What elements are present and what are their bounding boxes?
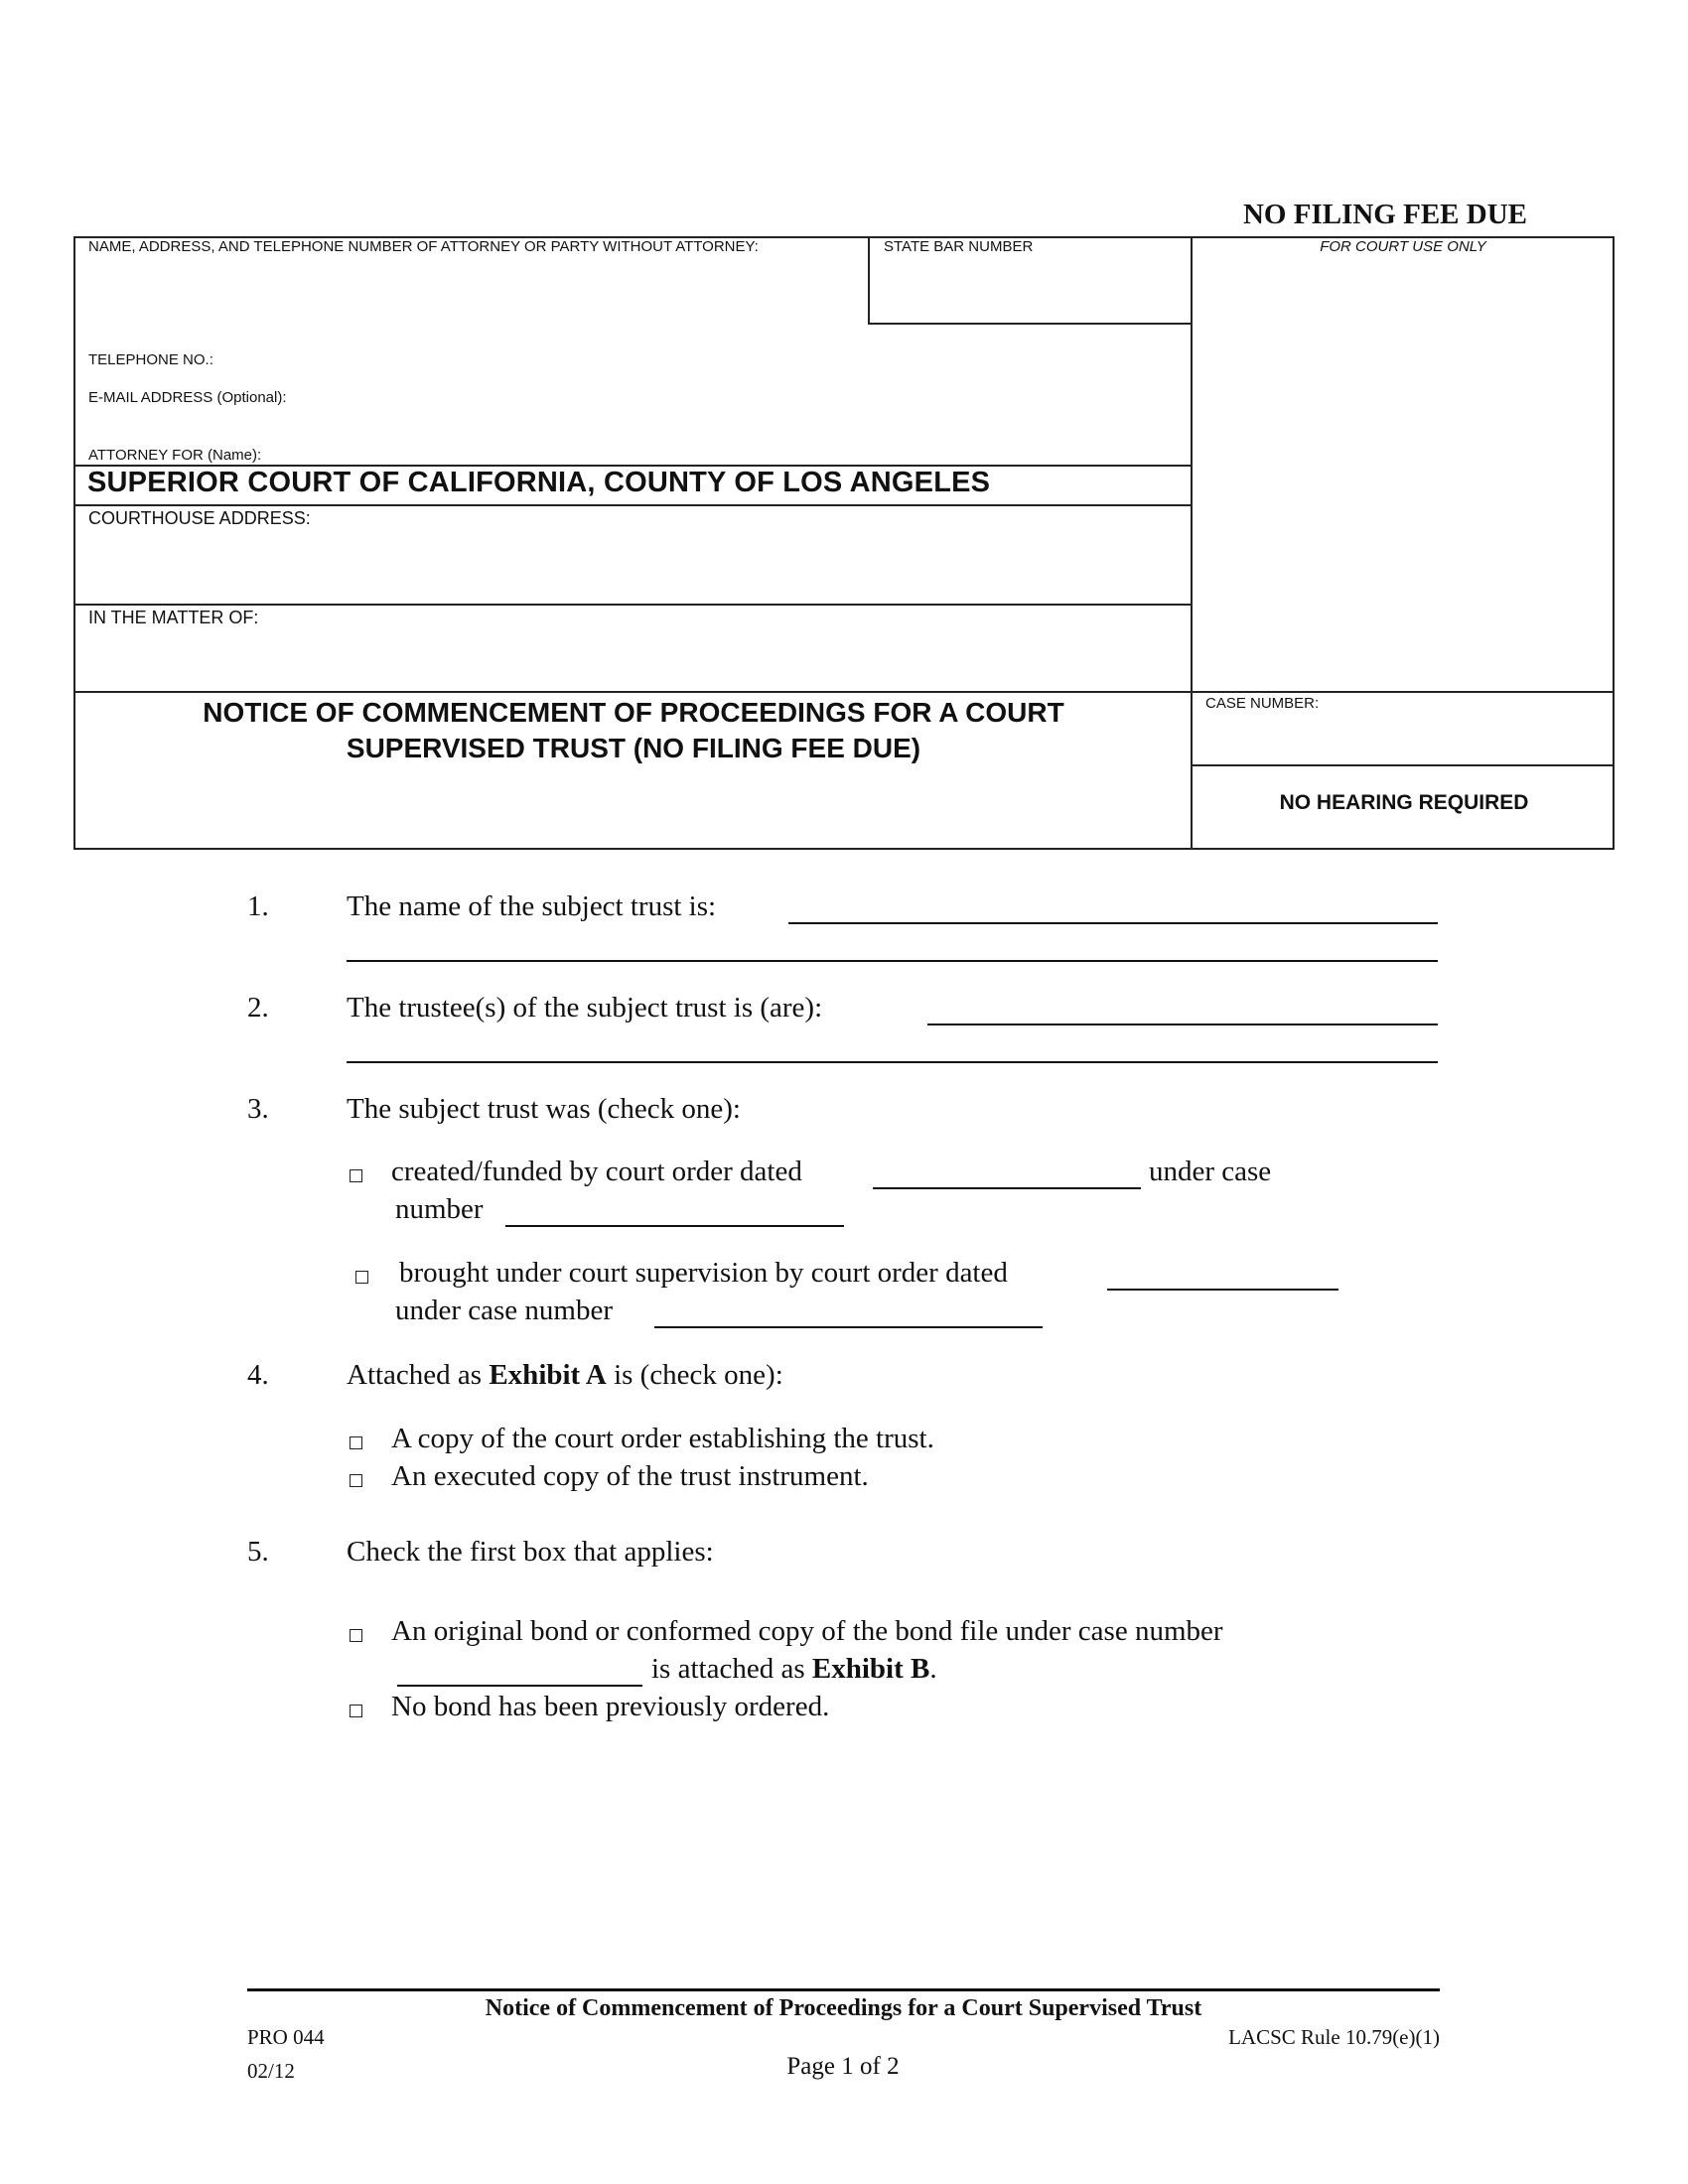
- item-3-text: The subject trust was (check one):: [347, 1093, 741, 1125]
- court-name: SUPERIOR COURT OF CALIFORNIA, COUNTY OF LOS ANGELES: [87, 467, 991, 498]
- trust-name-field-2[interactable]: [347, 960, 1438, 962]
- item-3-number: 3.: [247, 1093, 269, 1125]
- footer-rule: [247, 1988, 1440, 1991]
- matter-label: IN THE MATTER OF:: [88, 608, 259, 627]
- trustee-field-2[interactable]: [347, 1061, 1438, 1063]
- item-4-text-a: Attached as: [347, 1359, 483, 1391]
- created-funded-text: created/funded by court order dated: [391, 1156, 802, 1187]
- exhibit-b-label: Exhibit B: [811, 1653, 930, 1685]
- footer-title: Notice of Commencement of Proceedings for a Court Supervised Trust: [485, 1995, 1202, 2021]
- form-date: 02/12: [247, 2059, 295, 2083]
- item-2-text: The trustee(s) of the subject trust is (are):: [347, 992, 823, 1024]
- item-1-number: 1.: [247, 890, 269, 922]
- item-1-text: The name of the subject trust is:: [347, 890, 717, 922]
- title-line-1: NOTICE OF COMMENCEMENT OF PROCEEDINGS FOR A COURT: [203, 697, 1064, 728]
- court-supervision-checkbox[interactable]: [355, 1271, 368, 1284]
- trust-instrument-text: An executed copy of the trust instrument.: [391, 1460, 869, 1492]
- state-bar-divider: [868, 236, 870, 325]
- case-number-label: CASE NUMBER:: [1205, 695, 1320, 712]
- courthouse-bottom: [73, 604, 1192, 606]
- page-number: Page 1 of 2: [786, 2053, 900, 2080]
- item-2-number: 2.: [247, 992, 269, 1024]
- telephone-label: TELEPHONE NO.:: [88, 351, 213, 368]
- form-rule: LACSC Rule 10.79(e)(1): [1228, 2025, 1440, 2049]
- item-5-number: 5.: [247, 1536, 269, 1568]
- court-use-label: FOR COURT USE ONLY: [1320, 238, 1486, 255]
- no-filing-fee-heading: NO FILING FEE DUE: [1242, 199, 1527, 230]
- bond-exhibit-period: .: [929, 1653, 937, 1685]
- courthouse-address-label: COURTHOUSE ADDRESS:: [88, 508, 311, 528]
- bond-attached-text: An original bond or conformed copy of the bond file under case number: [391, 1615, 1223, 1647]
- attorney-label: NAME, ADDRESS, AND TELEPHONE NUMBER OF ATTORNEY OR PARTY WITHOUT ATTORNEY:: [88, 238, 759, 255]
- state-bar-label: STATE BAR NUMBER: [884, 238, 1034, 255]
- bond-exhibit-text: [651, 1653, 937, 1686]
- trust-instrument-checkbox[interactable]: [350, 1474, 362, 1487]
- document-title: [75, 695, 1192, 766]
- form-number: PRO 044: [247, 2025, 325, 2049]
- trust-name-field[interactable]: [788, 922, 1438, 924]
- no-bond-checkbox[interactable]: [350, 1705, 362, 1717]
- supervision-case-number-field[interactable]: [654, 1326, 1043, 1328]
- court-name-bottom: [73, 504, 1192, 506]
- case-number-bottom: [1191, 764, 1615, 766]
- no-hearing-required: NO HEARING REQUIRED: [1279, 791, 1529, 814]
- exhibit-a-label: Exhibit A: [489, 1359, 607, 1391]
- item-4-text: [347, 1359, 783, 1392]
- bond-case-number-field[interactable]: [397, 1685, 642, 1687]
- item-4-number: 4.: [247, 1359, 269, 1391]
- created-funded-checkbox[interactable]: [350, 1169, 362, 1182]
- email-label: E-MAIL ADDRESS (Optional):: [88, 389, 287, 406]
- bond-exhibit-text-a: is attached as: [651, 1653, 805, 1685]
- trustee-field[interactable]: [927, 1024, 1438, 1025]
- supervision-order-date-field[interactable]: [1107, 1289, 1338, 1291]
- court-order-copy-checkbox[interactable]: [350, 1436, 362, 1449]
- created-order-date-field[interactable]: [873, 1187, 1141, 1189]
- attorney-for-label: ATTORNEY FOR (Name):: [88, 447, 262, 464]
- created-case-number-field[interactable]: [505, 1225, 844, 1227]
- court-order-copy-text: A copy of the court order establishing the trust.: [391, 1423, 934, 1454]
- court-supervision-text: brought under court supervision by court order dated: [399, 1257, 1008, 1289]
- no-bond-text: No bond has been previously ordered.: [391, 1691, 830, 1722]
- item-5-text: Check the first box that applies:: [347, 1536, 714, 1568]
- state-bar-bottom: [868, 323, 1192, 325]
- under-case-number-text: under case number: [395, 1295, 614, 1326]
- bond-attached-checkbox[interactable]: [350, 1629, 362, 1642]
- item-4-text-b: is (check one):: [614, 1359, 783, 1391]
- matter-bottom: [73, 691, 1615, 693]
- title-line-2: SUPERVISED TRUST (NO FILING FEE DUE): [346, 733, 921, 763]
- under-case-text: under case: [1149, 1156, 1272, 1187]
- number-text: number: [395, 1193, 484, 1225]
